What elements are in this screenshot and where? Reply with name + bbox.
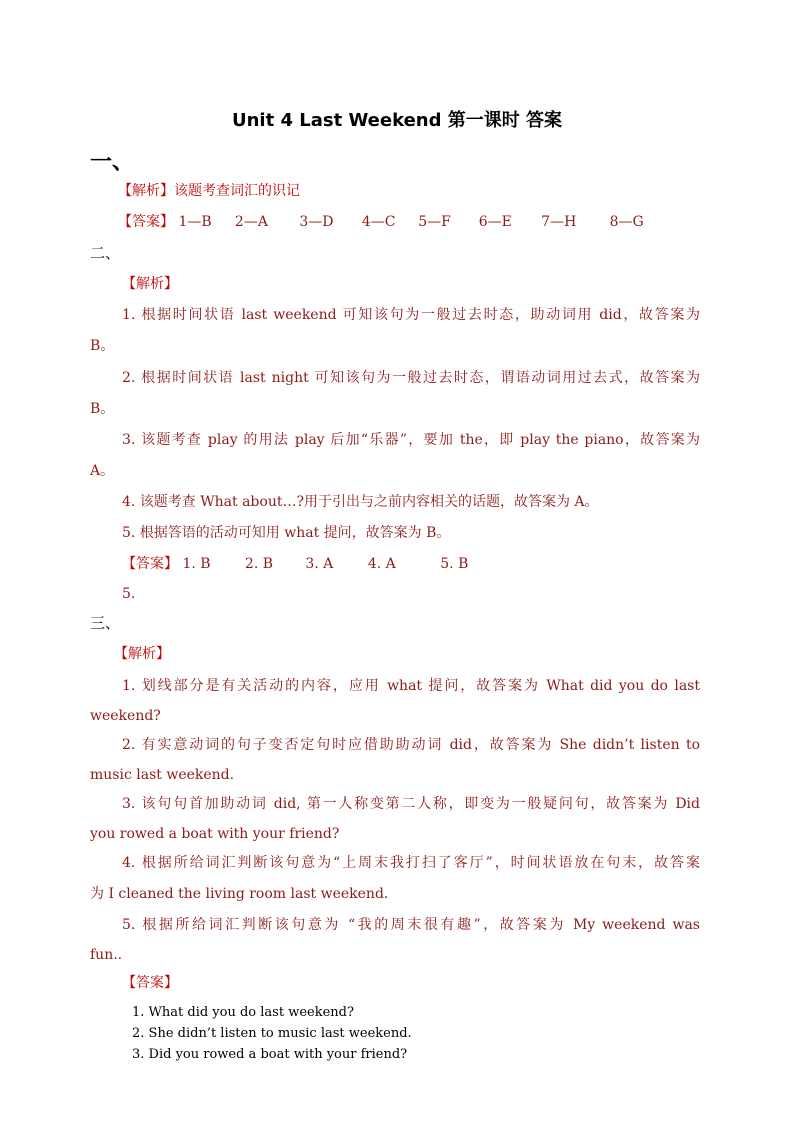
section-1-answers [118,212,644,232]
section-1-analysis [118,181,300,201]
section-3-item-4-line-1: 4. 根据所给词汇判断该句意为“上周末我打扫了客厅”，时间状语放在句末，故答案 [122,855,700,871]
section-3-item-4-line-2: 为 I cleaned the living room last weekend. [90,886,389,902]
answer-item: 2. B [244,556,274,572]
section-1-heading: 一、 [90,150,135,175]
section-3-analysis-label: 【解析】 [114,646,170,662]
section-1-answer-label: 【答案】 [118,214,174,230]
section-3-answer-1: 1. What did you do last weekend? [132,1005,354,1020]
section-2-item-3-line-2: A。 [90,463,115,479]
section-3-answer-3: 3. Did you rowed a boat with your friend? [132,1047,408,1062]
answer-item: 1. B [182,556,211,572]
section-2-item-5: 5. 根据答语的活动可知用 what 提问，故答案为 B。 [122,525,451,541]
section-2-analysis-label: 【解析】 [122,276,178,292]
section-3-item-3-line-1: 3. 该句句首加助动词 did, 第一人称变第二人称，即变为一般疑问句，故答案为 Did [122,796,700,812]
answer-item: 4—C [361,214,396,230]
answer-item: 7—H [541,214,577,230]
section-3-answer-label: 【答案】 [122,975,178,991]
answer-item: 6—E [478,214,512,230]
answer-item: 3—D [299,214,334,230]
section-2-item-4: 4. 该题考查 What about…?用于引出与之前内容相关的话题，故答案为 A。 [122,494,599,510]
section-3-heading: 三、 [90,614,121,632]
section-3-item-2-line-1: 2. 有实意动词的句子变否定句时应借助助动词 did，故答案为 She didn’t listen to [122,737,700,753]
section-2-item-2-line-1: 2. 根据时间状语 last night 可知该句为一般过去时态，谓语动词用过去式，故答案为 [122,370,700,386]
section-2-item-3-line-1: 3. 该题考查 play 的用法 play 后加“乐器”，要加 the，即 play the piano，故答案为 [122,432,700,448]
section-3-item-5-line-2: fun.. [90,947,123,963]
section-2-item-1-line-1: 1. 根据时间状语 last weekend 可知该句为一般过去时态，助动词用 did，故答案为 [122,307,700,323]
section-2-heading: 二、 [90,244,121,262]
answer-item: 8—G [609,214,644,230]
section-3-item-2-line-2: music last weekend. [90,767,235,783]
section-2-extra: 5. [122,586,136,602]
answer-item: 5. B [440,556,469,572]
section-3-item-3-line-2: you rowed a boat with your friend? [90,826,340,842]
answer-item: 5—F [418,214,451,230]
section-1-analysis-text: 【解析】该题考查词汇的识记 [118,183,300,199]
answer-item: 4. A [367,556,396,572]
section-3-answer-2: 2. She didn’t listen to music last weekend. [132,1026,412,1041]
section-3-item-5-line-1: 5. 根据所给词汇判断该句意为 “我的周末很有趣”，故答案为 My weekend was [122,917,700,933]
answer-item: 2—A [234,214,268,230]
section-2-answer-label: 【答案】 [122,556,178,572]
section-2-answers [122,554,468,574]
answer-item: 3. A [305,556,334,572]
section-3-item-1-line-1: 1. 划线部分是有关活动的内容，应用 what 提问，故答案为 What did you do last [122,678,700,694]
page-title: Unit 4 Last Weekend 第一课时 答案 [231,110,563,131]
section-2-item-1-line-2: B。 [90,338,115,354]
section-2-item-2-line-2: B。 [90,401,115,417]
answer-item: 1—B [178,214,212,230]
section-3-item-1-line-2: weekend? [90,708,161,724]
